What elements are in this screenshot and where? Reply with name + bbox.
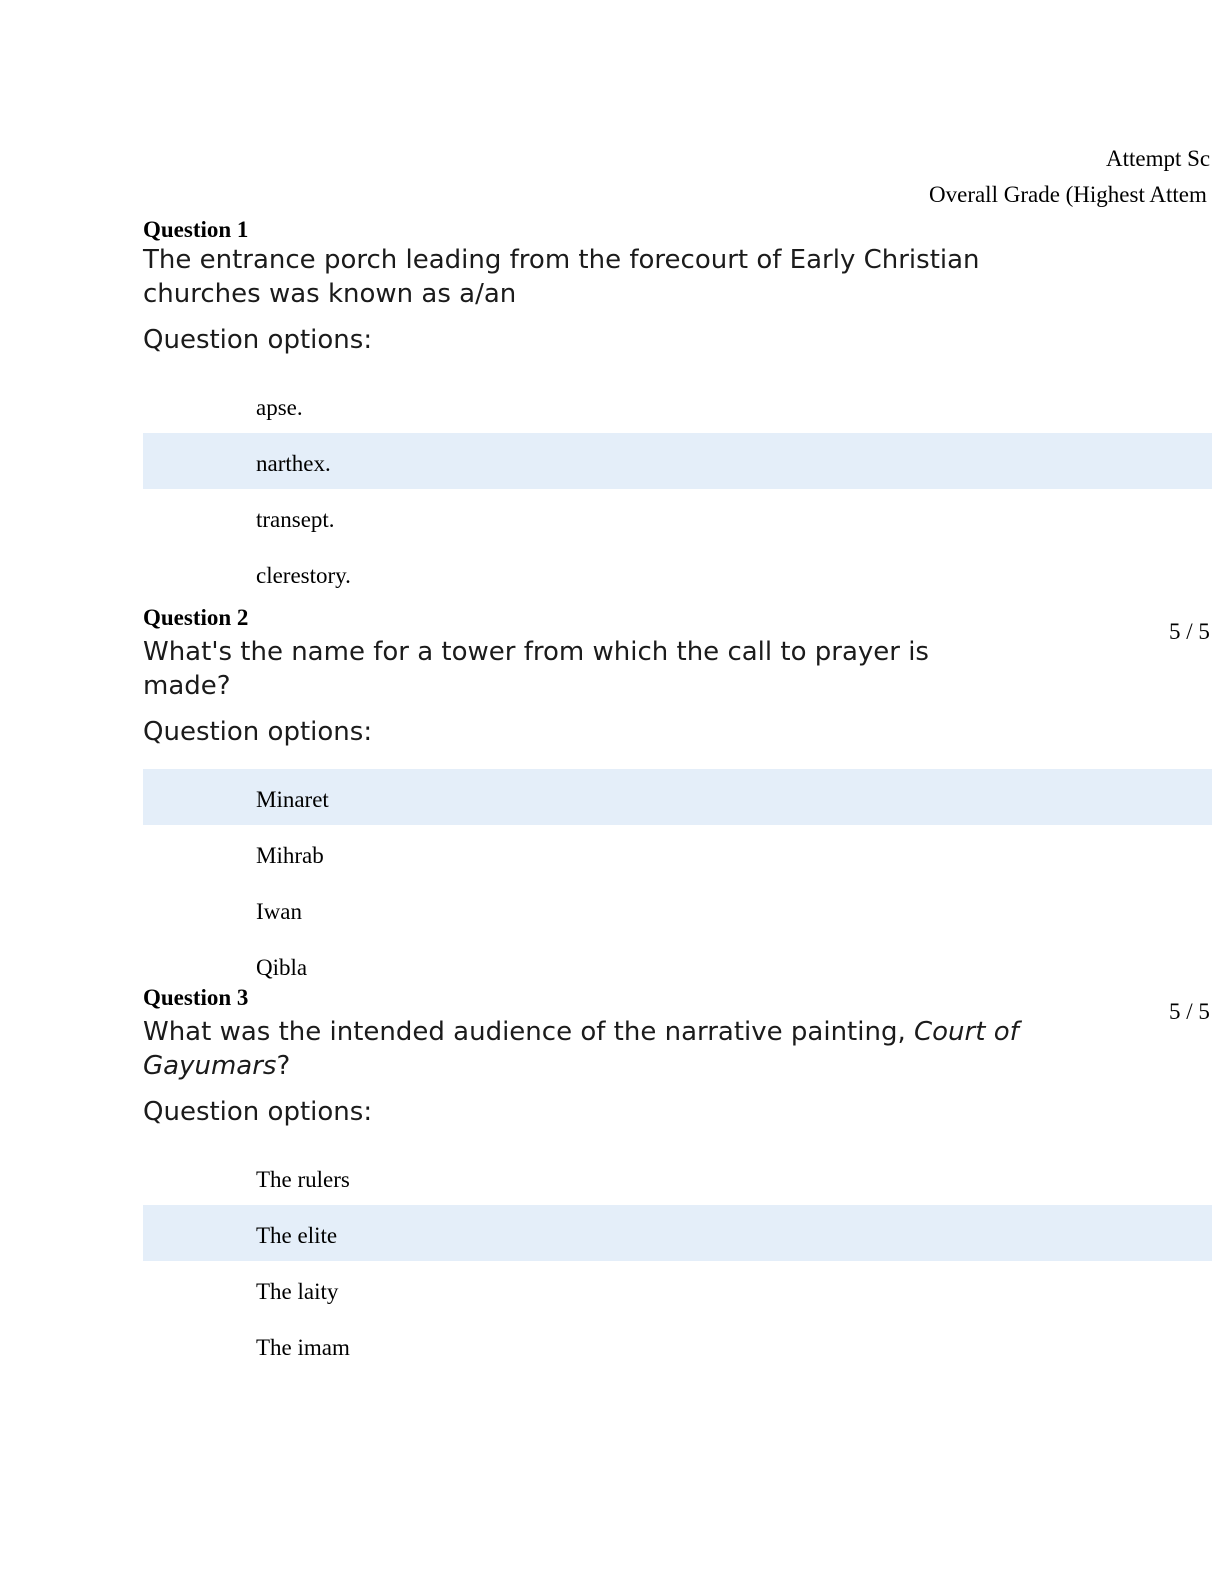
attempt-score-label: Attempt Sc [1106,146,1211,171]
option-row[interactable] [143,825,1212,881]
question-text: What's the name for a tower from which the call to prayer is made? [143,637,929,701]
artwork-title: Court of Gayumars [143,1017,1019,1081]
option-row[interactable] [143,489,1212,545]
option-text: The laity [256,1279,339,1304]
option-text: clerestory. [256,563,351,588]
question-1 [143,216,1212,601]
option-text: narthex. [256,451,331,476]
option-text: The rulers [256,1167,350,1192]
options-list [143,769,1212,993]
question-label: Question 3 [143,985,249,1010]
option-row-selected[interactable] [143,433,1212,489]
question-3 [143,984,1212,1373]
option-text: The imam [256,1335,350,1360]
option-text: Minaret [256,787,329,812]
question-2 [143,604,1212,993]
overall-grade-label: Overall Grade (Highest Attem [929,182,1207,207]
question-label: Question 2 [143,605,249,630]
option-text: apse. [256,395,303,420]
question-text-end: ? [276,1051,291,1081]
question-text-main: What was the intended audience of the narrative painting, [143,1017,914,1047]
option-row[interactable] [143,1317,1212,1373]
options-list [143,1149,1212,1373]
option-row[interactable] [143,1149,1212,1205]
option-row-selected[interactable] [143,769,1212,825]
question-text: The entrance porch leading from the forecourt of Early Christian churches was known as a/an [143,245,980,309]
question-label: Question 1 [143,217,249,242]
question-score: 5 / 5 [1169,999,1210,1024]
option-text: The elite [256,1223,338,1248]
options-list [143,377,1212,601]
question-options-label: Question options: [143,325,373,355]
option-row[interactable] [143,881,1212,937]
question-options-label: Question options: [143,1097,373,1127]
option-row-selected[interactable] [143,1205,1212,1261]
option-text: Qibla [256,955,308,980]
question-score: 5 / 5 [1169,619,1210,644]
option-text: transept. [256,507,335,532]
option-row[interactable] [143,377,1212,433]
question-options-label: Question options: [143,717,373,747]
option-row[interactable] [143,545,1212,601]
question-text [143,1015,1023,1083]
option-text: Iwan [256,899,302,924]
option-text: Mihrab [256,843,324,868]
option-row[interactable] [143,1261,1212,1317]
